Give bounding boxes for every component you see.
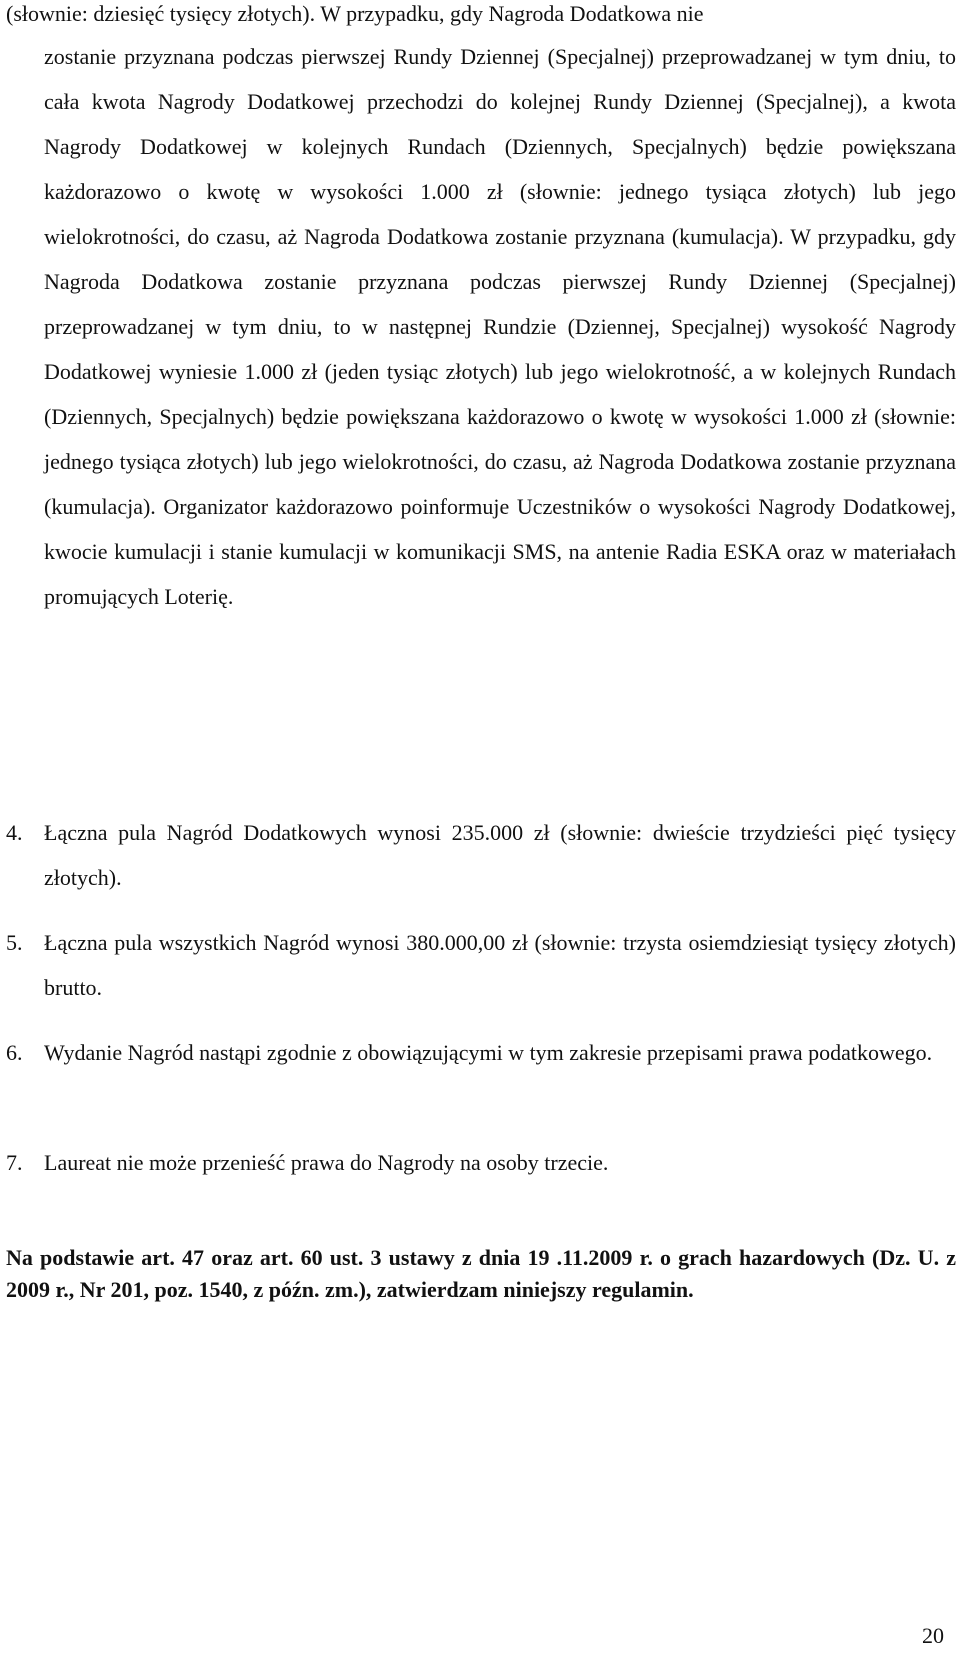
list-item-number: 7. [6,1150,23,1175]
list-item-number: 6. [6,1040,23,1065]
paragraph-continuation: zostanie przyznana podczas pierwszej Rundy Dziennej (Specjalnej) przeprowadzanej w tym dniu, to cała kwota Nagrody Dodatkowej przechodzi do kolejnej Rundy Dziennej (Specjalnej), a kwota Nagrody Dodatkowej w kolejnych Rundach (Dziennych, Specjalnych) będzie powiększana każdorazowo o kwotę w wysokości 1.000 zł (słownie: jednego tysiąca złotych) lub jego wielokrotności, do czasu, aż Nagroda Dodatkowa zostanie przyznana (kumulacja). W przypadku, gdy Nagroda Dodatkowa zostanie przyznana podczas pierwszej Rundy Dziennej (Specjalnej) przeprowadzanej w tym dniu, to w następnej Rundzie (Dziennej, Specjalnej) wysokość Nagrody Dodatkowej wyniesie 1.000 zł (jeden tysiąc złotych) lub jego wielokrotność, a w kolejnych Rundach (Dziennych, Specjalnych) będzie powiększana każdorazowo o kwotę w wysokości 1.000 zł (słownie: jednego tysiąca złotych) lub jego wielokrotności, do czasu, aż Nagroda Dodatkowa zostanie przyznana (kumulacja). Organizator każdorazowo poinformuje Uczestników o wysokości Nagrody Dodatkowej, kwocie kumulacji i stanie kumulacji w komunikacji SMS, na antenie Radia ESKA oraz w materiałach promujących Loterię. [44,44,956,609]
list-item-text: Wydanie Nagród nastąpi zgodnie z obowiązującymi w tym zakresie przepisami prawa podatkowego. [44,1040,933,1065]
paragraph-first-line: (słownie: dziesięć tysięcy złotych). W przypadku, gdy Nagroda Dodatkowa nie [6,1,704,26]
list-item-text: Łączna pula Nagród Dodatkowych wynosi 235.000 zł (słownie: dwieście trzydzieści pięć tysięcy złotych). [44,820,956,890]
list-item-number: 4. [6,820,23,845]
list-item-text: Łączna pula wszystkich Nagród wynosi 380.000,00 zł (słownie: trzysta osiemdziesiąt tysięcy złotych) brutto. [44,930,956,1000]
closing-statement: Na podstawie art. 47 oraz art. 60 ust. 3 ustawy z dnia 19 .11.2009 r. o grach hazardowych (Dz. U. z 2009 r., Nr 201, poz. 1540, z późn. zm.), zatwierdzam niniejszy regulamin. [6,1245,956,1302]
list-item-number: 5. [6,930,23,955]
list-item-text: Laureat nie może przenieść prawa do Nagrody na osoby trzecie. [44,1150,609,1175]
page-number: 20 [922,1623,944,1648]
